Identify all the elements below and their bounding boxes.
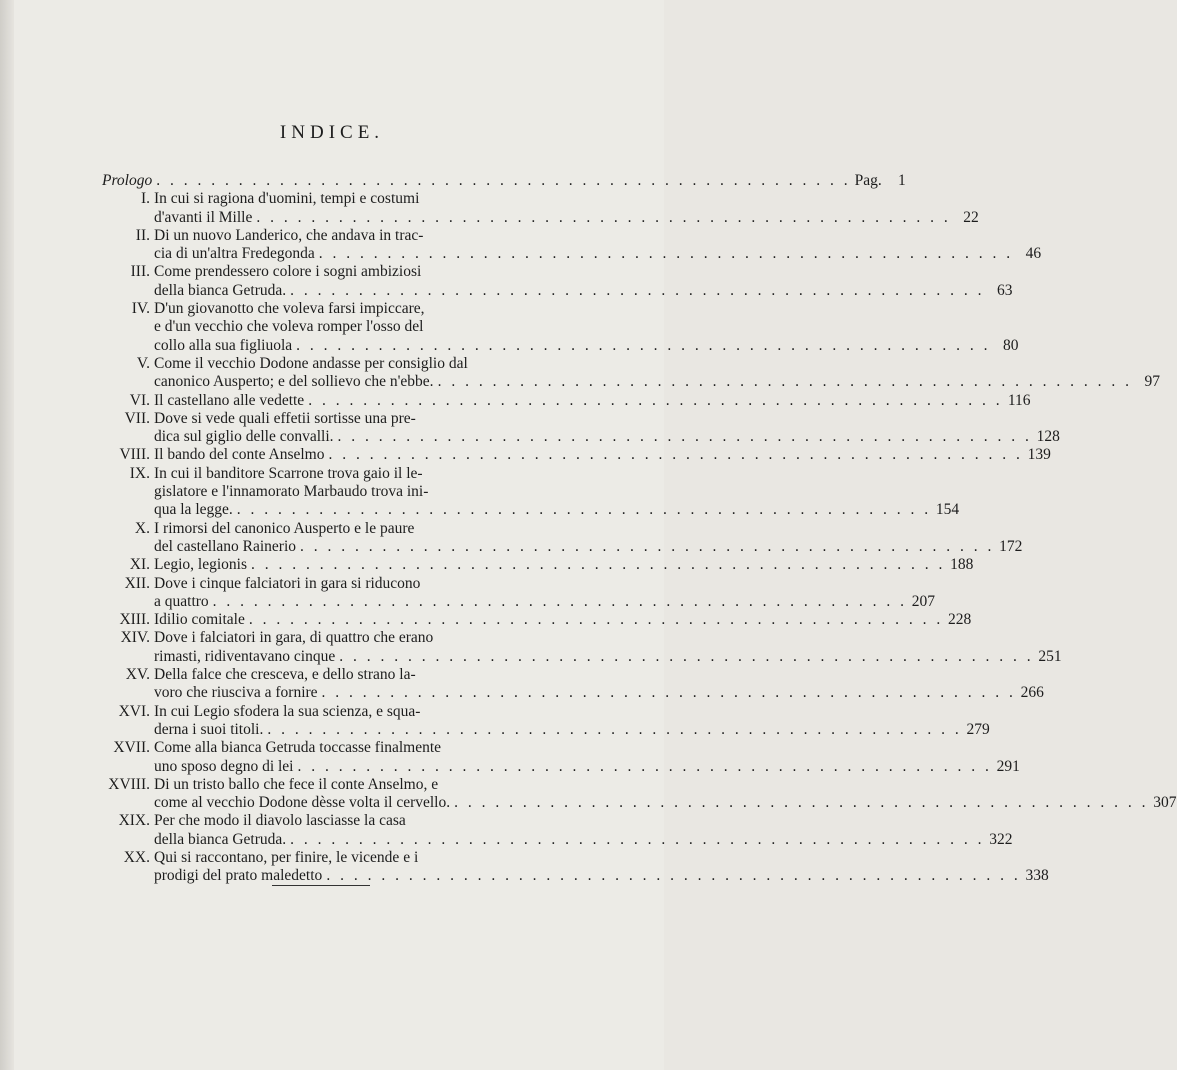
chapter-number: V. [136,354,150,372]
chapter-number: XX. [123,848,150,866]
leader-dots [256,209,950,227]
chapter-title-line: rimasti, ridiventavano cinque [154,647,336,665]
toc-entry [96,666,1044,703]
chapter-title-line: derna i suoi titoli. [154,720,264,738]
chapter-title-line: Come prendessero colore i sogni ambiziosi [154,263,422,281]
chapter-title-line: come al vecchio Dodone dèsse volta il cervello. [154,794,451,812]
chapter-title-line: uno sposo degno di lei [154,757,294,775]
chapter-number: VI. [129,391,150,409]
page-number: 128 [1036,428,1060,446]
chapter-title-line: Come il vecchio Dodone andasse per consiglio dal [154,354,468,372]
chapter-title-line: Come alla bianca Getruda toccasse finalmente [154,739,442,757]
chapter-title-line: In cui il banditore Scarrone trova gaio il le- [154,464,423,482]
chapter-number: IX. [129,464,150,482]
leader-dots [319,245,1013,263]
chapter-number: II. [135,226,150,244]
toc-entry [96,446,1051,464]
leader-dots [338,428,1032,446]
page-number: 188 [950,556,974,574]
leader-dots [249,611,943,629]
page-number: 80 [1003,336,1019,354]
chapter-number: XVIII. [108,775,150,793]
leader-dots [298,758,992,776]
toc-entry [96,263,1013,300]
leader-dots [290,282,984,300]
chapter-number: XI. [129,556,150,574]
page-number: 154 [935,501,960,519]
toc-entry [96,464,960,520]
toc-entry [96,391,1031,410]
page-number: 207 [911,592,936,610]
toc-entry [96,556,974,574]
closing-rule [272,885,370,886]
leader-dots [251,556,945,574]
pag-label: Pag. [854,172,882,189]
toc-entry [96,611,972,629]
chapter-number: X. [134,519,150,537]
chapter-title-line: Il castellano alle vedette [154,391,305,409]
chapter-number: III. [130,263,150,281]
chapter-title-line: d'avanti il Mille [154,208,253,226]
chapter-number: XIV. [120,629,150,647]
toc-entry [96,775,1177,813]
chapter-title-line: e d'un vecchio che voleva romper l'osso del [154,318,424,336]
chapter-title-line: qua la legge. [154,501,233,519]
page-number: 1 [897,172,906,189]
toc-entry [96,190,979,227]
chapter-title-line: D'un giovanotto che voleva farsi impiccare, [154,300,425,318]
toc-entry [96,702,990,740]
chapter-title-line: Qui si raccontano, per finire, le vicende e i [154,848,419,866]
page-number: 266 [1020,684,1044,702]
chapter-title-line: Il bando del conte Anselmo [154,446,325,464]
leader-dots [213,593,907,611]
chapter-title-line: Legio, legionis [154,556,247,574]
leader-dots [326,867,1020,885]
chapter-number: VII. [124,409,150,427]
leader-dots [290,831,984,849]
chapter-title-line: Dove i cinque falciatori in gara si riducono [154,574,421,592]
chapter-title-line: In cui Legio sfodera la sua scienza, e squa- [154,702,421,720]
prologo-label: Prologo [102,172,153,189]
leader-dots [322,684,1016,702]
chapter-title-line: canonico Ausperto; e del sollievo che n'ebbe. [154,373,434,391]
page-number: 46 [1025,245,1042,263]
table-of-contents [96,172,1177,886]
leader-dots [237,501,931,519]
chapter-title-line: prodigi del prato maledetto [154,867,323,885]
toc-entry [96,574,936,612]
chapter-title-line: della bianca Getruda. [154,281,287,299]
toc-entry [96,629,1062,666]
leader-dots [308,392,1002,410]
chapter-title-line: della bianca Getruda. [154,830,287,848]
toc-entry-prologo [96,172,906,190]
leader-dots [156,172,850,190]
chapter-title-line: Di un tristo ballo che fece il conte Anselmo, e [154,775,439,793]
chapter-title-line: collo alla sua figliuola [154,336,293,354]
chapter-title-line: dica sul giglio delle convalli. [154,428,334,446]
leader-dots [296,337,990,355]
page-number: 228 [947,611,972,629]
chapter-title-line: a quattro [154,592,209,610]
toc-entry [96,519,1023,557]
leader-dots [454,794,1148,812]
chapter-title-line: Per che modo il diavolo lasciasse la casa [154,812,406,830]
chapter-number: XIX. [118,812,150,830]
page-number: 322 [989,830,1013,848]
leader-dots [339,648,1033,666]
page-edge-shadow [0,0,14,1070]
chapter-title-line: Della falce che cresceva, e dello strano la- [154,666,416,684]
leader-dots [267,721,961,739]
chapter-number: XV. [125,666,150,684]
leader-dots [328,446,1022,464]
chapter-title-line: del castellano Rainerio [154,537,297,555]
chapter-number: XVII. [113,739,150,757]
toc-entry [96,812,1013,849]
chapter-title-line: Dove i falciatori in gara, di quattro che erano [154,629,434,647]
leader-dots [300,538,994,556]
page-number: 63 [997,281,1013,299]
page-number: 307 [1153,794,1177,812]
chapter-number: XVI. [118,702,150,720]
page-number: 22 [963,208,979,226]
page-number: 291 [996,757,1020,775]
page-number: 172 [999,537,1023,555]
chapter-number: XII. [124,574,150,592]
page-number: 338 [1025,867,1049,885]
chapter-title-line: Di un nuovo Landerico, che andava in trac- [154,226,424,244]
toc-entry [96,354,1160,392]
chapter-title-line: gislatore e l'innamorato Marbaudo trova ini- [154,483,429,501]
page-title: INDICE. [279,122,385,143]
chapter-number: VIII. [119,446,150,464]
page-number: 116 [1007,391,1031,409]
chapter-title-line: cia di un'altra Fredegonda [154,245,315,263]
toc-entry [96,409,1060,447]
chapter-title-line: Dove si vede quali effetii sortisse una pre- [154,409,416,427]
toc-entry [96,300,1019,355]
page-number: 139 [1027,446,1051,464]
chapter-number: IV. [131,300,150,318]
toc-entry [96,226,1042,264]
chapter-title-line: voro che riusciva a fornire [154,684,318,702]
page-number: 279 [966,720,990,738]
chapter-title-line: I rimorsi del canonico Ausperto e le paure [154,519,415,537]
toc-entry [96,848,1049,886]
chapter-number: XIII. [119,611,150,629]
chapter-title-line: In cui si ragiona d'uomini, tempi e costumi [154,190,420,208]
page-number: 97 [1144,373,1160,391]
chapter-number: I. [140,190,150,208]
page-number: 251 [1038,647,1062,665]
chapter-title-line: Idilio comitale [154,611,245,629]
leader-dots [438,373,1132,391]
toc-entry [96,739,1020,776]
